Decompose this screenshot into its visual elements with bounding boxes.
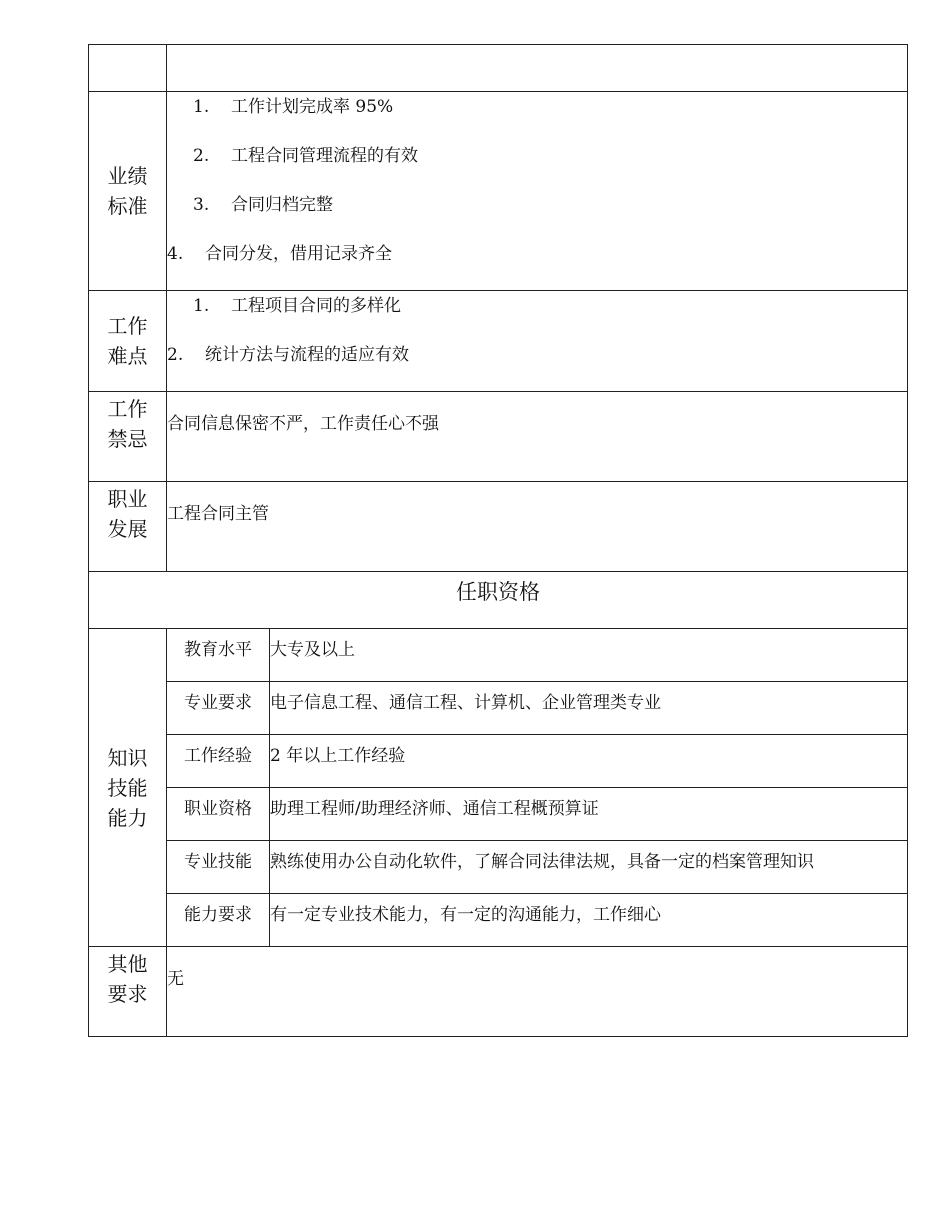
- skills-value: 熟练使用办公自动化软件，了解合同法律法规，具备一定的档案管理知识: [270, 841, 908, 894]
- empty-label-cell: [89, 45, 167, 92]
- difficulty-label: 工作 难点: [89, 291, 167, 392]
- certification-value: 助理工程师/助理经济师、通信工程概预算证: [270, 788, 908, 841]
- taboo-row: [89, 392, 908, 482]
- list-item: 4. 合同分发，借用记录齐全: [167, 244, 392, 264]
- skills-label: 专业技能: [167, 841, 270, 894]
- education-label: 教育水平: [167, 629, 270, 682]
- career-label: 职业 发展: [89, 482, 167, 572]
- qualification-header-row: [89, 572, 908, 629]
- qualification-header: 任职资格: [89, 572, 908, 629]
- empty-value-cell: [167, 45, 908, 92]
- knowledge-row: [89, 735, 908, 788]
- major-label: 专业要求: [167, 682, 270, 735]
- job-description-document: [88, 44, 907, 1037]
- difficulty-list: [167, 291, 908, 392]
- experience-label: 工作经验: [167, 735, 270, 788]
- empty-row: [89, 45, 908, 92]
- education-value: 大专及以上: [270, 629, 908, 682]
- performance-label: 业绩 标准: [89, 92, 167, 291]
- list-item: 1. 工程项目合同的多样化: [193, 296, 401, 316]
- other-row: [89, 947, 908, 1037]
- experience-value: 2 年以上工作经验: [270, 735, 908, 788]
- certification-label: 职业资格: [167, 788, 270, 841]
- ability-label: 能力要求: [167, 894, 270, 947]
- knowledge-row: [89, 788, 908, 841]
- list-item: 1. 工作计划完成率 95%: [193, 97, 394, 117]
- taboo-value: 合同信息保密不严，工作责任心不强: [167, 392, 908, 482]
- difficulty-row: [89, 291, 908, 392]
- career-value: 工程合同主管: [167, 482, 908, 572]
- list-item: 3. 合同归档完整: [193, 195, 333, 215]
- performance-row: [89, 92, 908, 291]
- career-row: [89, 482, 908, 572]
- list-item: 2. 工程合同管理流程的有效: [193, 146, 418, 166]
- ability-value: 有一定专业技术能力，有一定的沟通能力，工作细心: [270, 894, 908, 947]
- performance-list: [167, 92, 908, 291]
- knowledge-row: [89, 841, 908, 894]
- job-table: [88, 44, 908, 1037]
- knowledge-row: [89, 894, 908, 947]
- taboo-label: 工作 禁忌: [89, 392, 167, 482]
- other-label: 其他 要求: [89, 947, 167, 1037]
- knowledge-row: [89, 629, 908, 682]
- knowledge-row: [89, 682, 908, 735]
- knowledge-label: 知识 技能 能力: [89, 629, 167, 947]
- list-item: 2. 统计方法与流程的适应有效: [167, 345, 409, 365]
- major-value: 电子信息工程、通信工程、计算机、企业管理类专业: [270, 682, 908, 735]
- other-value: 无: [167, 947, 908, 1037]
